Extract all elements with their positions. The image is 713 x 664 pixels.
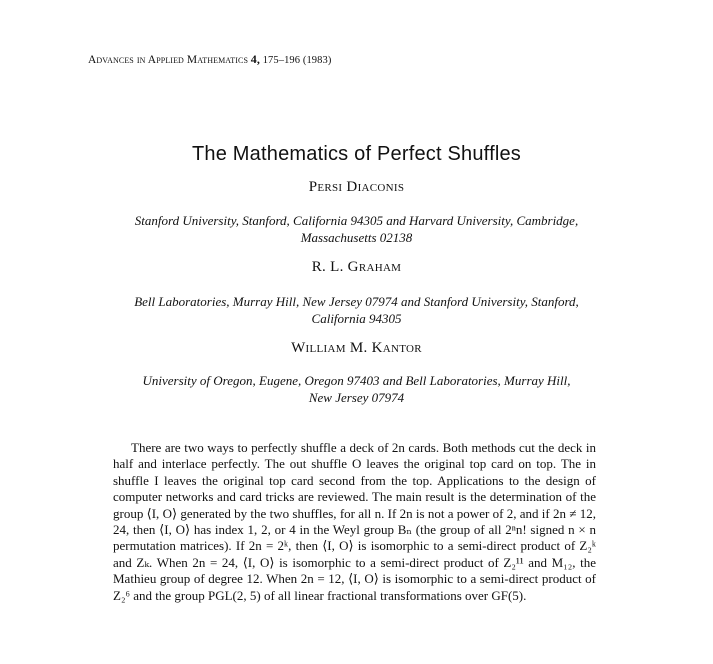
abstract-sentence: There are two ways to perfectly shuffle a deck of 2n cards. Both methods cut the deck in half and interlace perfectly. — [113, 440, 596, 472]
author-name: Persi Diaconis — [308, 179, 405, 195]
journal-citation — [88, 52, 331, 67]
abstract-sentence: If 2n = 2ᵏ, then ⟨I, O⟩ is isomorphic to a semi-direct product of Z₂ᵏ and Zₖ. — [113, 538, 597, 570]
affiliation-line: Stanford University, Stanford, California 94305 and Harvard University, Cambridge, — [134, 213, 579, 228]
journal-pages: 175–196 (1983) — [262, 55, 332, 66]
abstract-sentence: The in shuffle I leaves the original top card second from the top. — [113, 456, 597, 488]
abstract-sentence: When 2n = 12, ⟨I, O⟩ is isomorphic to a semi-direct product of Z₂⁶ and the group PGL(2, 5) of all linear fractional transformations over GF(5). — [113, 571, 597, 603]
abstract-sentence: When 2n = 24, ⟨I, O⟩ is isomorphic to a semi-direct product of Z₂¹¹ and M₁₂, the Mathieu group of degree 12. — [113, 554, 596, 587]
affiliation-line: New Jersey 07974 — [308, 390, 405, 405]
affiliation-line: University of Oregon, Eugene, Oregon 97403 and Bell Laboratories, Murray Hill, — [142, 373, 571, 388]
author-name: William M. Kantor — [291, 340, 422, 356]
author-affiliation — [110, 293, 603, 327]
journal-name: Advances in Applied Mathematics — [88, 54, 249, 66]
abstract-sentence: If 2n is not a power of 2, and if 2n ≠ 12, 24, then ⟨I, O⟩ has index 1, 2, or 4 in the Weyl group Bₙ (the group of all 2ⁿn! signed n × n permutation matrices). — [113, 505, 597, 554]
abstract — [113, 440, 596, 604]
affiliation-line: Bell Laboratories, Murray Hill, New Jersey 07974 and Stanford University, Stanford, — [134, 294, 579, 309]
abstract-sentence: The main result is the determination of the group ⟨I, O⟩ generated by the two shuffles, for all n. — [113, 489, 596, 521]
author-affiliation — [110, 372, 603, 406]
affiliation-line: Massachusetts 02138 — [300, 230, 413, 245]
author-name: R. L. Graham — [311, 259, 402, 275]
affiliation-line: California 94305 — [311, 311, 402, 326]
abstract-sentence: The out shuffle O leaves the original top card on top. — [264, 456, 557, 472]
journal-volume: 4, — [250, 52, 260, 66]
author-affiliation — [110, 212, 603, 246]
abstract-sentence: Applications to the design of computer networks and card tricks are reviewed. — [113, 472, 596, 505]
paper-title: The Mathematics of Perfect Shuffles — [191, 143, 521, 165]
